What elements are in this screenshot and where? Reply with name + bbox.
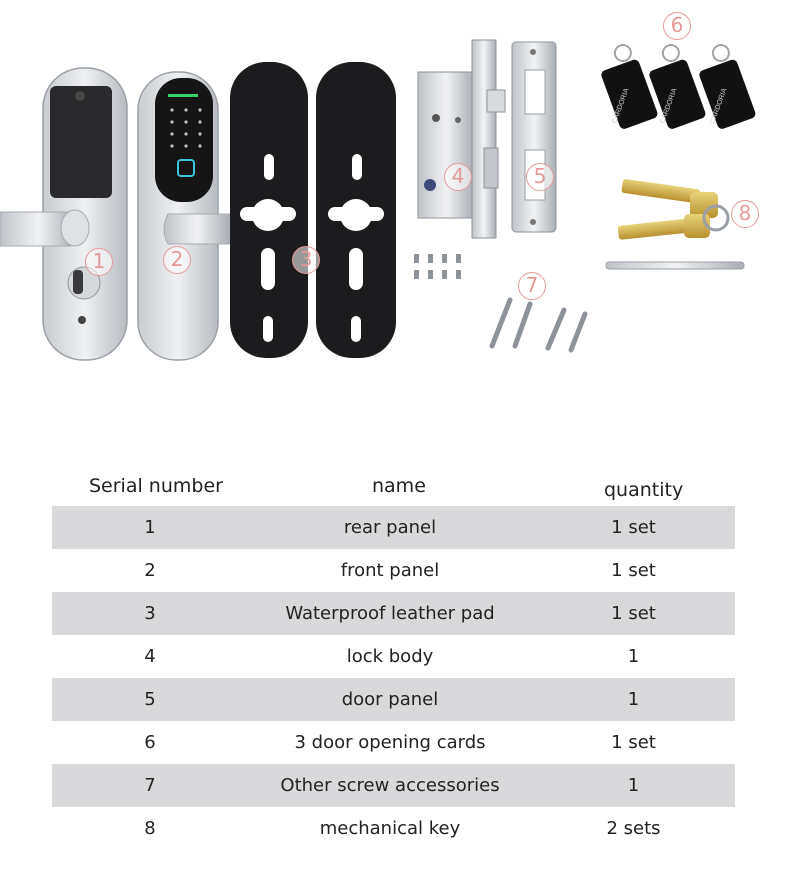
name-cell: Other screw accessories: [280, 775, 500, 796]
table-row: [52, 678, 735, 721]
card-brand-text-3: CARDORIA: [709, 87, 729, 125]
serial-cell: 1: [144, 517, 156, 538]
door-panel-illustration: [512, 42, 556, 232]
header-quantity: quantity: [604, 479, 684, 501]
front-panel-illustration: [138, 72, 230, 360]
serial-cell: 8: [144, 818, 156, 839]
name-cell: lock body: [346, 646, 434, 667]
table-row: [52, 592, 735, 635]
name-cell: front panel: [340, 560, 440, 581]
part-label-4: 4: [444, 163, 472, 191]
table-row: [52, 764, 735, 807]
quantity-cell: 1: [627, 646, 640, 667]
header-name: name: [372, 475, 426, 497]
name-cell: door panel: [341, 689, 439, 710]
quantity-cell: 1 set: [611, 560, 656, 581]
name-cell: Waterproof leather pad: [285, 603, 495, 624]
part-label-3: 3: [292, 246, 320, 274]
name-cell: 3 door opening cards: [294, 732, 486, 753]
part-label-8: 8: [731, 200, 759, 228]
name-cell: rear panel: [343, 517, 437, 538]
part-label-2: 2: [163, 246, 191, 274]
name-cell: mechanical key: [319, 818, 461, 839]
door-cards-illustration: [594, 41, 757, 130]
quantity-cell: 1 set: [611, 732, 656, 753]
parts-drawing: [0, 0, 790, 400]
product-parts-illustration: [0, 0, 790, 400]
serial-cell: 7: [144, 775, 156, 796]
card-brand-text-2: CARDORIA: [659, 87, 679, 125]
table-row: [52, 549, 735, 592]
table-row: [52, 721, 735, 764]
serial-cell: 4: [144, 646, 156, 667]
serial-cell: 2: [144, 560, 156, 581]
table-row: [52, 506, 735, 549]
serial-cell: 6: [144, 732, 156, 753]
part-label-1: 1: [85, 248, 113, 276]
card-brand-text-1: CARDORIA: [611, 87, 631, 125]
small-screws-illustration: [414, 254, 461, 279]
table-row: [52, 807, 735, 850]
quantity-cell: 1: [627, 775, 640, 796]
quantity-cell: 1: [627, 689, 640, 710]
header-serial-number: Serial number: [89, 475, 223, 497]
part-label-6: 6: [663, 12, 691, 40]
long-screws-illustration: [492, 300, 585, 350]
rear-panel-illustration: [0, 68, 127, 360]
quantity-cell: 1 set: [611, 603, 656, 624]
mechanical-keys-illustration: [606, 179, 744, 269]
table-row: [52, 635, 735, 678]
waterproof-pad-illustration: [230, 62, 396, 358]
lock-body-illustration: [418, 40, 505, 238]
part-label-7: 7: [518, 272, 546, 300]
serial-cell: 3: [144, 603, 156, 624]
quantity-cell: 2 sets: [606, 818, 661, 839]
serial-cell: 5: [144, 689, 156, 710]
quantity-cell: 1 set: [611, 517, 656, 538]
part-label-5: 5: [526, 163, 554, 191]
